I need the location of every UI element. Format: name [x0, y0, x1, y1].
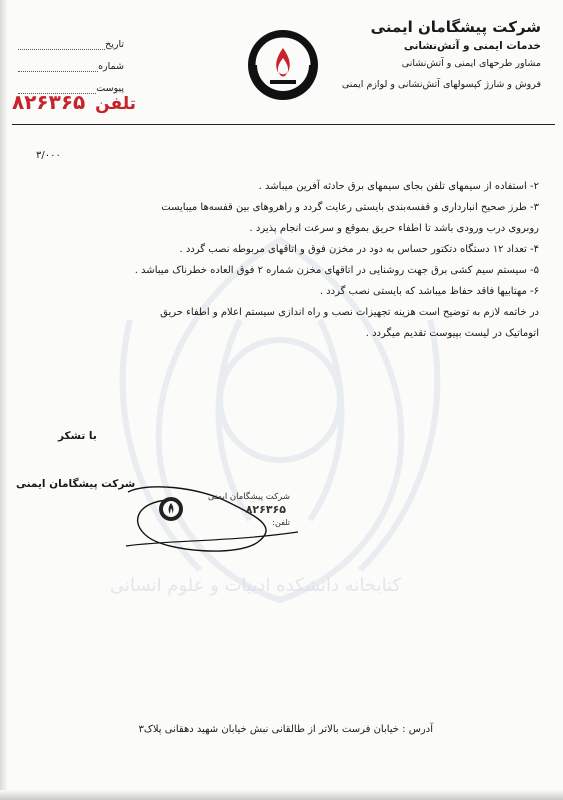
phone-label: تلفن — [95, 94, 137, 114]
signature-company-name: شرکت پیشگامان ایمنی — [16, 478, 136, 490]
paragraph-line: اتوماتیک در لیست بپیوست تقدیم میگردد . — [365, 328, 539, 339]
stamp-phone-label: تلفن: — [272, 518, 290, 527]
header-phone — [12, 90, 136, 114]
attachment-label: پیوست — [96, 83, 124, 94]
page-reference: ۳/۰۰۰ — [36, 150, 61, 161]
footer-address: آدرس : خیابان فرست بالاتر از طالقانی نبش خیابان شهید دهقانی پلاک۳ — [138, 724, 433, 735]
paragraph-line: ۲- استفاده از سیمهای تلفن بجای سیمهای برق حادثه آفرین میباشد . — [258, 181, 539, 192]
paragraph-line: ۴- تعداد ۱۲ دستگاه دتکتور حساس به دود در مخزن فوق و اتاقهای مربوطه نصب گردد . — [179, 244, 539, 255]
company-stamp — [160, 492, 290, 532]
paragraph-line: در خاتمه لازم به توضیح است هزینه تجهیزات نصب و راه اندازی سیستم اعلام و اطفاء حریق — [160, 307, 539, 318]
stamp-phone-number: ۸۲۶۳۶۵ — [245, 503, 286, 516]
number-field — [14, 50, 124, 72]
page-bottom-edge — [0, 790, 563, 800]
company-subtitle-consulting: مشاور طرحهای ایمنی و آتش‌نشانی — [401, 58, 541, 69]
phone-number: ۸۲۶۳۶۵ — [12, 90, 86, 114]
number-dotted-line — [18, 61, 98, 72]
library-watermark-text: کتابخانه دانشکده ادبیات و علوم انسانی — [110, 575, 402, 596]
page-left-edge — [0, 0, 8, 800]
paragraph-line: ۶- مهتابیها فاقد حفاظ میباشد که بایستی نصب گردد . — [319, 286, 539, 297]
company-header — [341, 18, 541, 90]
header-divider — [12, 124, 555, 125]
paragraph-line: ۵- سیستم سیم کشی برق جهت روشنایی در اتاقهای مخزن شماره ۲ فوق العاده خطرناک میباشد . — [134, 265, 539, 276]
paragraph-line: روبروی درب ورودی باشد تا اطفاء حریق بموقع و سرعت انجام پذیرد . — [249, 223, 539, 234]
company-name: شرکت پیشگامان ایمنی — [370, 18, 541, 36]
company-subtitle-services: خدمات ایمنی و آتش‌نشانی — [403, 40, 541, 52]
number-label: شماره — [98, 61, 124, 72]
date-dotted-line — [18, 39, 105, 50]
company-subtitle-sales: فروش و شارژ کپسولهای آتش‌نشانی و لوازم ایمنی — [341, 79, 541, 90]
letter-body — [34, 176, 539, 344]
date-field — [14, 28, 124, 50]
letter-meta-fields — [14, 28, 124, 94]
closing-thanks: با تشکر — [58, 430, 97, 442]
date-label: تاریخ — [105, 39, 124, 50]
company-logo-icon — [246, 28, 320, 102]
paragraph-line: ۳- طرز صحیح انبارداری و قفسه‌بندی بایستی رعایت گردد و راهروهای بین قفسه‌ها میبایست — [161, 202, 539, 213]
stamp-company-name: شرکت پیشگامان ایمنی — [207, 492, 290, 502]
